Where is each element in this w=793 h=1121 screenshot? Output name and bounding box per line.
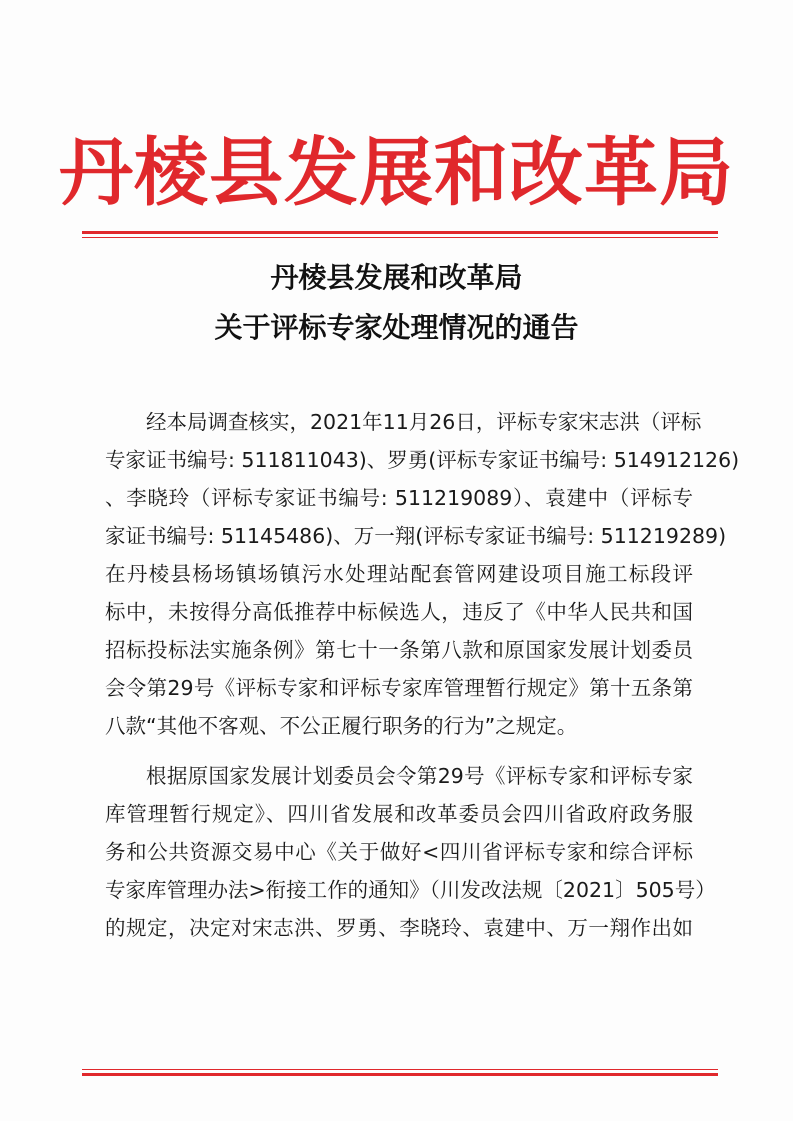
- body-line: 库管理暂行规定》、四川省发展和改革委员会四川省政府政务服: [105, 802, 693, 826]
- footer-rule-thin: [82, 1069, 718, 1070]
- body-line: 家证书编号: 51145486)、万一翔(评标专家证书编号: 511219289): [105, 524, 727, 548]
- body-line: 专家证书编号: 511811043)、罗勇(评标专家证书编号: 514912126): [105, 448, 740, 472]
- letterhead-rule-thick: [82, 231, 718, 234]
- body-line: 的规定，决定对宋志洪、罗勇、李晓玲、袁建中、万一翔作出如: [105, 916, 693, 940]
- body-line: 八款“其他不客观、不公正履行职务的行为”之规定。: [105, 714, 578, 738]
- body-line: 经本局调查核实，2021年11月26日，评标专家宋志洪（评标: [146, 410, 702, 434]
- letterhead-rule-thin: [82, 237, 718, 238]
- letterhead-title: 丹棱县发展和改革局: [59, 130, 734, 216]
- notice-title-line-2: 关于评标专家处理情况的通告: [214, 311, 579, 344]
- body-line: 会令第29号《评标专家和评标专家库管理暂行规定》第十五条第: [105, 676, 693, 700]
- body-line: 招标投标法实施条例》第七十一条第八款和原国家发展计划委员: [105, 638, 693, 662]
- footer-rule-thick: [82, 1073, 718, 1076]
- body-line: 标中，未按得分高低推荐中标候选人，违反了《中华人民共和国: [105, 600, 693, 624]
- notice-title-line-1: 丹棱县发展和改革局: [270, 261, 523, 294]
- body-line: 、李晓玲（评标专家证书编号: 511219089）、袁建中（评标专: [105, 486, 693, 510]
- body-line: 专家库管理办法>衔接工作的通知》（川发改法规〔2021〕505号）: [105, 878, 716, 902]
- body-line: 务和公共资源交易中心《关于做好<四川省评标专家和综合评标: [105, 840, 693, 864]
- body-line: 在丹棱县杨场镇场镇污水处理站配套管网建设项目施工标段评: [105, 562, 693, 586]
- body-line: 根据原国家发展计划委员会令第29号《评标专家和评标专家: [146, 764, 693, 788]
